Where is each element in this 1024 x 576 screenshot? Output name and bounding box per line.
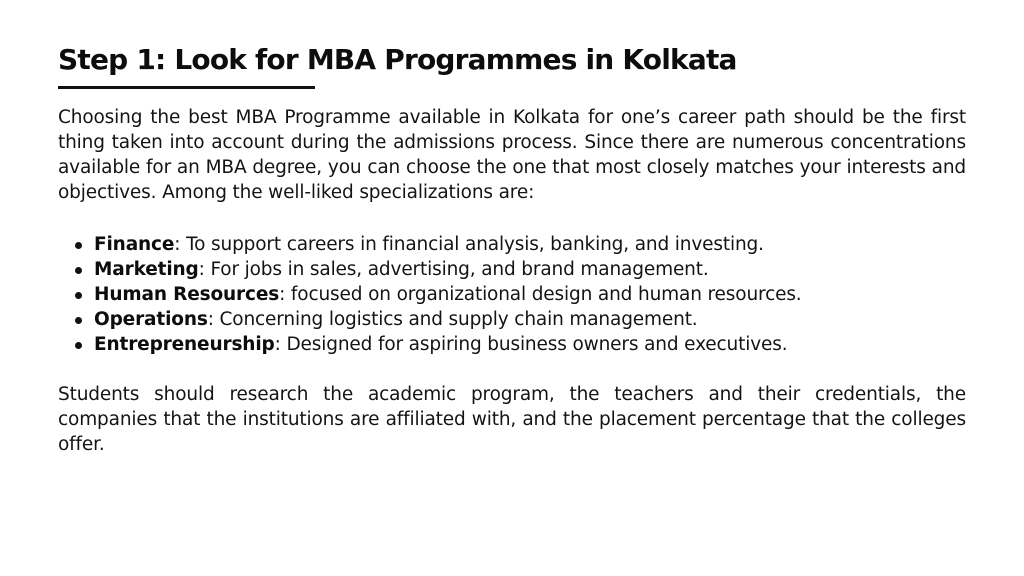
specialization-description: : Designed for aspiring business owners and executives.: [274, 334, 788, 355]
list-item: [58, 282, 966, 307]
specialization-description: : For jobs in sales, advertising, and brand management.: [198, 259, 709, 280]
page-title: Step 1: Look for MBA Programmes in Kolkata: [58, 43, 737, 76]
slide-content: [58, 40, 966, 457]
specialization-list: [58, 232, 966, 357]
bullet-icon: [75, 342, 82, 349]
specialization-description: : To support careers in financial analysis, banking, and investing.: [174, 234, 764, 255]
specialization-term: Marketing: [94, 259, 199, 280]
specialization-description: : Concerning logistics and supply chain management.: [207, 309, 698, 330]
list-item: [58, 332, 966, 357]
list-item: [58, 257, 966, 282]
intro-paragraph: Choosing the best MBA Programme available in Kolkata for one’s career path should be the first thing taken into account during the admissions process. Since there are numerous concentrations available for an MBA degree, you can choose the one that most closely matches your interests and objectives. Among the well-liked specializations are:: [58, 107, 966, 203]
specialization-term: Finance: [94, 234, 175, 255]
title-underline: [58, 86, 315, 89]
bullet-icon: [75, 242, 82, 249]
specialization-term: Operations: [94, 309, 208, 330]
specialization-term: Entrepreneurship: [94, 334, 275, 355]
bullet-icon: [75, 317, 82, 324]
bullet-icon: [75, 292, 82, 299]
specialization-description: : focused on organizational design and human resources.: [279, 284, 802, 305]
specialization-term: Human Resources: [94, 284, 280, 305]
list-item: [58, 307, 966, 332]
closing-paragraph: Students should research the academic program, the teachers and their credentials, the companies that the institutions are affiliated with, and the placement percentage that the colleges offer.: [58, 384, 966, 455]
bullet-icon: [75, 267, 82, 274]
list-item: [58, 232, 966, 257]
